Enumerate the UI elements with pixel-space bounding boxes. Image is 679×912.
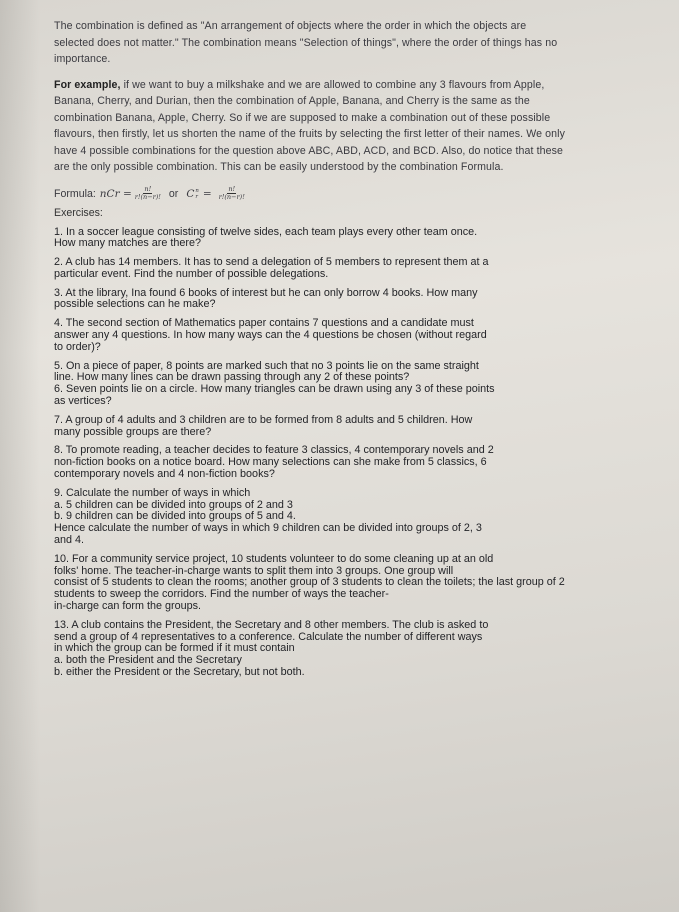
- exercise-line: non-fiction books on a notice board. How many selections can she make from 5 classics, 6: [54, 456, 487, 469]
- exercise-line: send a group of 4 representatives to a conference. Calculate the number of different ways: [54, 630, 483, 643]
- intro-paragraph: [54, 18, 649, 68]
- exercise-line: 3. At the library, Ina found 6 books of interest but he can only borrow 4 books. How many: [54, 286, 478, 299]
- example-line: if we want to buy a milkshake and we are allowed to combine any 3 flavours from Apple,: [120, 78, 545, 91]
- exercise-line: folks' home. The teacher-in-charge wants to split them into 3 groups. One group will: [54, 564, 454, 577]
- exercise-line: particular event. Find the number of possible delegations.: [54, 267, 329, 280]
- exercise-line: a. both the President and the Secretary: [54, 654, 242, 667]
- exercise-line: 5. On a piece of paper, 8 points are marked such that no 3 points lie on the same straight: [54, 359, 479, 372]
- exercise-line: 6. Seven points lie on a circle. How many triangles can be drawn using any 3 of these points: [54, 383, 495, 396]
- formula-sub: r: [195, 193, 198, 200]
- exercise-line: 1. In a soccer league consisting of twelve sides, each team plays every other team once.: [54, 225, 478, 238]
- exercise-item: [54, 257, 649, 281]
- exercise-line: consist of 5 students to clean the rooms; another group of 3 students to clean the toilets; the last group of 2: [54, 576, 565, 589]
- formula-equals: =: [202, 187, 212, 200]
- exercise-line: 2. A club has 14 members. It has to send a delegation of 5 members to represent them at a: [54, 256, 489, 269]
- formula-sup: n: [195, 187, 199, 194]
- formula-lhs: nCr =: [99, 187, 132, 200]
- formula-fraction: [135, 186, 161, 201]
- example-line: flavours, then firstly, let us shorten the name of the fruits by selecting the first letter of their names. We only: [54, 128, 566, 140]
- exercise-item: [54, 554, 649, 613]
- exercise-line: 9. Calculate the number of ways in which: [54, 486, 251, 499]
- example-lead: For example,: [54, 78, 121, 91]
- intro-line: selected does not matter." The combination means "Selection of things", where the order of things has no: [54, 36, 558, 49]
- exercise-line: 4. The second section of Mathematics paper contains 7 questions and a candidate must: [54, 317, 474, 330]
- formula-numerator: n!: [144, 185, 152, 193]
- exercise-item: [54, 318, 649, 353]
- exercise-line: contemporary novels and 4 non-fiction books?: [54, 468, 275, 481]
- formula-crn: [186, 185, 245, 203]
- formula-ncr: [100, 185, 161, 203]
- formula-fraction: [219, 186, 245, 201]
- formula-numerator: n!: [228, 185, 236, 193]
- example-line: combination Banana, Apple, Cherry. So if we are supposed to make a combination out of these possible: [54, 111, 551, 124]
- exercise-line: How many matches are there?: [54, 237, 202, 250]
- exercise-line: a. 5 children can be divided into groups of 2 and 3: [54, 498, 293, 511]
- exercise-item: [54, 288, 649, 312]
- exercise-line: answer any 4 questions. In how many ways can the 4 questions be chosen (without regard: [54, 329, 487, 342]
- exercise-line: 10. For a community service project, 10 students volunteer to do some cleaning up at an old: [54, 552, 494, 565]
- formula-lhs: C: [186, 187, 195, 200]
- exercise-item: [54, 227, 649, 251]
- exercise-line: to order)?: [54, 340, 101, 353]
- exercise-line: and 4.: [54, 534, 85, 547]
- exercise-item: [54, 620, 649, 679]
- example-paragraph: [54, 77, 649, 176]
- exercise-item: [54, 488, 649, 547]
- example-line: are the only possible combination. This can be easily understood by the combination Formula.: [54, 161, 504, 173]
- exercise-line: Hence calculate the number of ways in which 9 children can be divided into groups of 2, 3: [54, 522, 482, 535]
- exercise-line: 13. A club contains the President, the Secretary and 8 other members. The club is asked to: [54, 618, 489, 631]
- formula-denominator: r!(n−r)!: [134, 193, 161, 201]
- formula-or: or: [168, 187, 179, 200]
- exercise-item: [54, 445, 649, 480]
- exercise-line: in-charge can form the groups.: [54, 600, 202, 613]
- example-line: Banana, Cherry, and Durian, then the combination of Apple, Banana, and Cherry is the same as the: [54, 95, 530, 107]
- formula-denominator: r!(n−r)!: [218, 193, 245, 201]
- exercise-line: as vertices?: [54, 395, 112, 408]
- intro-line: importance.: [54, 53, 111, 65]
- exercise-line: possible selections can he make?: [54, 298, 216, 311]
- example-line: have 4 possible combinations for the question above ABC, ABD, ACD, and BCD. Also, do notice that these: [54, 144, 563, 157]
- exercise-line: b. either the President or the Secretary, but not both.: [54, 666, 305, 678]
- formula-label: Formula:: [54, 187, 96, 200]
- combination-formula: [54, 185, 649, 203]
- exercise-list: [54, 227, 649, 679]
- exercise-line: 7. A group of 4 adults and 3 children are to be formed from 8 adults and 5 children. How: [54, 413, 473, 426]
- exercise-line: students to sweep the corridors. Find the number of ways the teacher-: [54, 588, 389, 601]
- intro-line: The combination is defined as "An arrangement of objects where the order in which the objects are: [54, 20, 527, 32]
- exercise-line: in which the group can be formed if it must contain: [54, 642, 295, 655]
- exercise-line: line. How many lines can be drawn passing through any 2 of these points?: [54, 371, 410, 384]
- exercise-item: [54, 361, 649, 408]
- exercise-line: many possible groups are there?: [54, 425, 212, 438]
- exercise-line: b. 9 children can be divided into groups of 5 and 4.: [54, 510, 296, 523]
- exercise-line: 8. To promote reading, a teacher decides to feature 3 classics, 4 contemporary novels and 2: [54, 444, 494, 457]
- exercise-item: [54, 415, 649, 439]
- exercises-heading: Exercises:: [54, 206, 103, 219]
